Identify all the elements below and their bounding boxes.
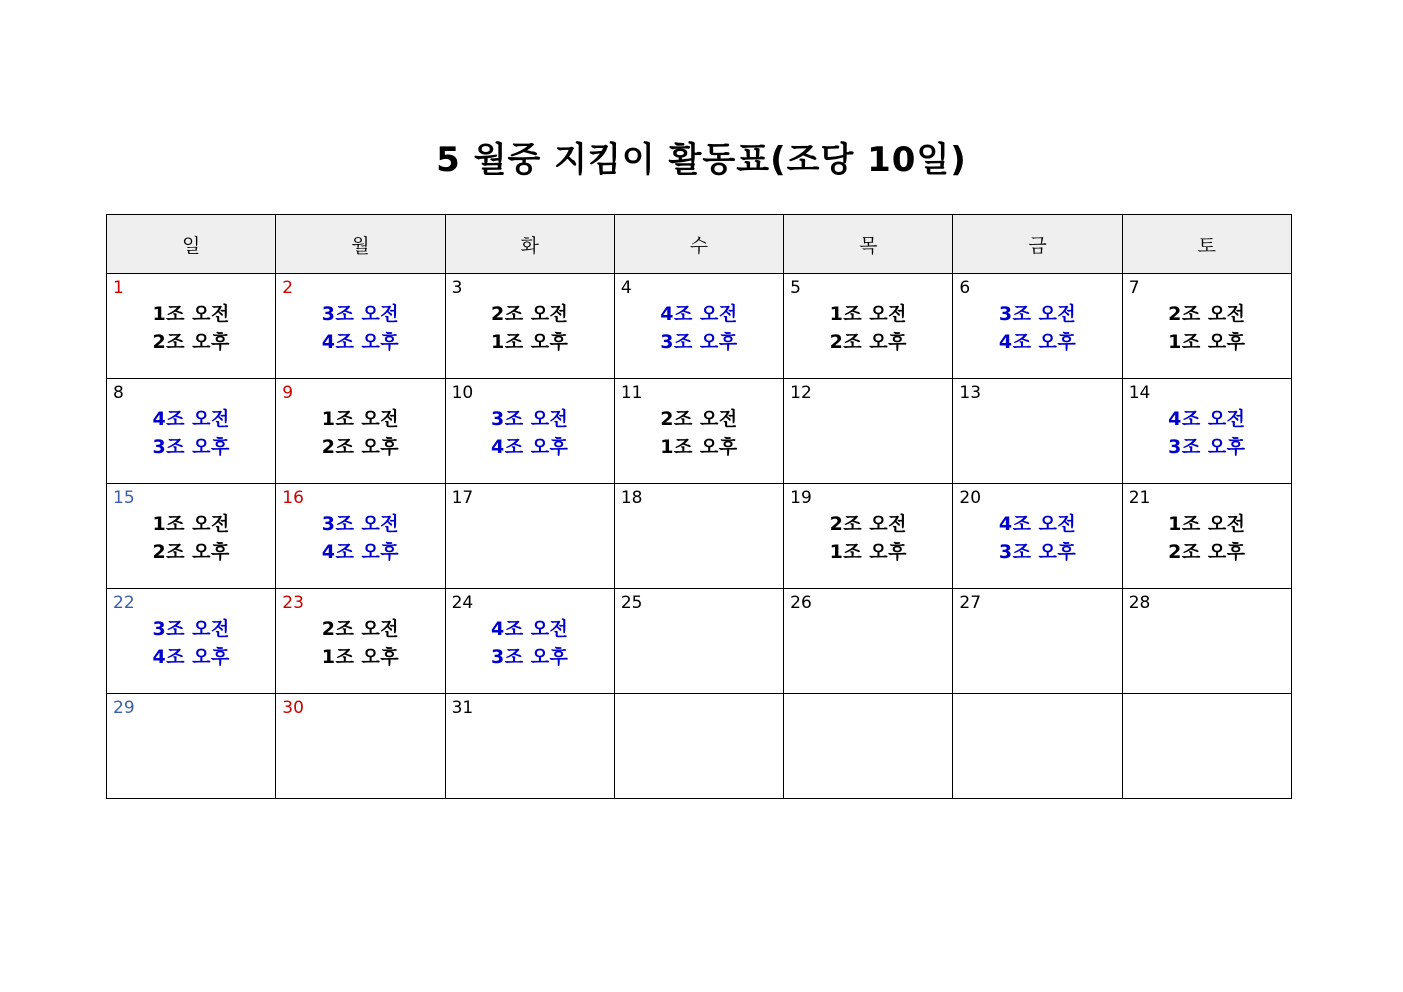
- calendar-day-cell[interactable]: [276, 694, 445, 799]
- weekday-header-sat: 토: [1122, 215, 1291, 274]
- shift-entry: 3조 오후: [1168, 436, 1246, 458]
- day-number: 6: [959, 278, 971, 298]
- day-number: 14: [1128, 383, 1151, 403]
- calendar-day-cell[interactable]: [1122, 274, 1291, 379]
- day-shift-list: [615, 508, 783, 566]
- shift-entry: 1조 오전: [1168, 513, 1246, 535]
- shift-entry: 3조 오전: [152, 618, 230, 640]
- day-shift-list: [276, 298, 444, 356]
- shift-entry: 3조 오후: [491, 646, 569, 668]
- calendar-week-row: [107, 379, 1292, 484]
- shift-entry: 4조 오후: [152, 646, 230, 668]
- shift-entry: 4조 오전: [1168, 408, 1246, 430]
- day-number: 20: [959, 488, 982, 508]
- calendar-day-cell[interactable]: [276, 484, 445, 589]
- weekday-header-sun: 일: [107, 215, 276, 274]
- shift-entry: 3조 오전: [998, 303, 1077, 325]
- calendar-day-cell[interactable]: [953, 589, 1122, 694]
- calendar-day-cell[interactable]: [445, 484, 614, 589]
- shift-entry: 1조 오후: [491, 331, 569, 353]
- day-shift-list: [784, 508, 952, 566]
- day-shift-list: [1123, 613, 1291, 671]
- calendar-day-cell[interactable]: [953, 274, 1122, 379]
- calendar-week-row: [107, 274, 1292, 379]
- day-number: 10: [451, 383, 474, 403]
- shift-entry: 1조 오전: [321, 408, 400, 430]
- day-number: 16: [282, 488, 304, 508]
- day-number: 17: [451, 488, 474, 508]
- calendar-day-cell[interactable]: [614, 484, 783, 589]
- day-shift-list: [1123, 508, 1291, 566]
- day-number: 24: [451, 593, 474, 613]
- shift-entry: 1조 오후: [829, 541, 907, 563]
- shift-entry: 4조 오후: [321, 331, 400, 353]
- weekday-header-wed: 수: [614, 215, 783, 274]
- shift-entry: 2조 오후: [1168, 541, 1246, 563]
- shift-entry: 3조 오후: [660, 331, 738, 353]
- calendar-day-cell[interactable]: [276, 589, 445, 694]
- shift-entry: 1조 오전: [152, 303, 230, 325]
- shift-entry: 2조 오전: [829, 513, 907, 535]
- weekday-header-tue: 화: [445, 215, 614, 274]
- calendar-day-cell[interactable]: [953, 484, 1122, 589]
- day-number: 12: [790, 383, 812, 403]
- day-shift-list: [276, 403, 444, 461]
- calendar-day-cell[interactable]: [107, 379, 276, 484]
- day-shift-list: [953, 613, 1121, 671]
- activity-calendar-table: [106, 214, 1292, 799]
- day-shift-list: [107, 403, 275, 461]
- calendar-week-row: [107, 694, 1292, 799]
- shift-entry: 3조 오전: [491, 408, 569, 430]
- calendar-day-cell[interactable]: [107, 274, 276, 379]
- day-shift-list: [446, 613, 614, 671]
- day-shift-list: [276, 613, 444, 671]
- calendar-week-row: [107, 484, 1292, 589]
- shift-entry: 1조 오전: [829, 303, 907, 325]
- calendar-day-cell[interactable]: [107, 694, 276, 799]
- calendar-day-cell[interactable]: [107, 589, 276, 694]
- calendar-day-cell[interactable]: [445, 694, 614, 799]
- day-shift-list: [446, 298, 614, 356]
- day-shift-list: [276, 508, 444, 566]
- day-shift-list: [784, 613, 952, 671]
- day-shift-list: [953, 508, 1121, 566]
- shift-entry: 2조 오전: [1168, 303, 1246, 325]
- shift-entry: 4조 오후: [491, 436, 569, 458]
- day-number: 9: [282, 383, 294, 403]
- shift-entry: 3조 오후: [152, 436, 230, 458]
- calendar-day-cell[interactable]: [614, 589, 783, 694]
- day-number: 22: [113, 593, 135, 613]
- shift-entry: 4조 오전: [152, 408, 230, 430]
- day-number: 7: [1128, 278, 1140, 298]
- weekday-header-thu: 목: [784, 215, 953, 274]
- shift-entry: 2조 오후: [829, 331, 907, 353]
- shift-entry: 2조 오전: [660, 408, 738, 430]
- day-shift-list: [446, 508, 614, 566]
- calendar-day-cell[interactable]: [1122, 484, 1291, 589]
- day-shift-list: [107, 298, 275, 356]
- day-shift-list: [276, 718, 444, 776]
- calendar-day-cell[interactable]: [445, 589, 614, 694]
- shift-entry: 2조 오전: [321, 618, 400, 640]
- day-number: 23: [282, 593, 304, 613]
- shift-entry: 1조 오전: [152, 513, 230, 535]
- day-shift-list: [615, 298, 783, 356]
- calendar-day-cell[interactable]: [445, 274, 614, 379]
- calendar-header-row: [107, 215, 1292, 274]
- calendar-day-cell[interactable]: [1122, 589, 1291, 694]
- day-shift-list: [784, 298, 952, 356]
- day-number: 30: [282, 698, 304, 718]
- calendar-day-cell[interactable]: [953, 694, 1122, 799]
- calendar-week-row: [107, 589, 1292, 694]
- calendar-body: [107, 274, 1292, 799]
- calendar-day-cell[interactable]: [784, 694, 953, 799]
- day-number: 13: [959, 383, 982, 403]
- shift-entry: 2조 오후: [321, 436, 400, 458]
- shift-entry: 1조 오후: [321, 646, 400, 668]
- calendar-day-cell[interactable]: [107, 484, 276, 589]
- day-shift-list: [1123, 698, 1291, 756]
- day-number: 26: [790, 593, 812, 613]
- day-number: 1: [113, 278, 124, 298]
- day-shift-list: [953, 298, 1121, 356]
- day-shift-list: [953, 698, 1121, 756]
- day-number: 8: [113, 383, 124, 403]
- calendar-day-cell[interactable]: [953, 379, 1122, 484]
- calendar-day-cell[interactable]: [614, 694, 783, 799]
- weekday-header-fri: 금: [953, 215, 1122, 274]
- calendar-day-cell[interactable]: [276, 274, 445, 379]
- day-number: 15: [113, 488, 135, 508]
- page-title: 5 월중 지킴이 활동표(조당 10일): [436, 140, 967, 180]
- calendar-day-cell[interactable]: [784, 484, 953, 589]
- day-number: 5: [790, 278, 801, 298]
- day-number: 2: [282, 278, 294, 298]
- day-shift-list: [107, 508, 275, 566]
- calendar-day-cell[interactable]: [1122, 379, 1291, 484]
- day-shift-list: [953, 403, 1121, 461]
- day-shift-list: [1123, 298, 1291, 356]
- calendar-day-cell[interactable]: [784, 589, 953, 694]
- day-number: 29: [113, 698, 135, 718]
- calendar-day-cell[interactable]: [614, 379, 783, 484]
- day-shift-list: [107, 718, 275, 776]
- day-shift-list: [446, 403, 614, 461]
- shift-entry: 3조 오전: [321, 513, 400, 535]
- day-number: 11: [620, 383, 643, 403]
- shift-entry: 3조 오후: [998, 541, 1077, 563]
- day-number: 28: [1128, 593, 1151, 613]
- day-number: 31: [451, 698, 474, 718]
- shift-entry: 3조 오전: [321, 303, 400, 325]
- day-number: 19: [790, 488, 812, 508]
- day-shift-list: [615, 403, 783, 461]
- day-shift-list: [615, 613, 783, 671]
- calendar-day-cell[interactable]: [614, 274, 783, 379]
- shift-entry: 2조 오후: [152, 331, 230, 353]
- shift-entry: 1조 오후: [660, 436, 738, 458]
- shift-entry: 4조 오전: [660, 303, 738, 325]
- day-number: 25: [620, 593, 643, 613]
- shift-entry: 4조 오전: [998, 513, 1077, 535]
- shift-entry: 2조 오후: [152, 541, 230, 563]
- calendar-day-cell[interactable]: [1122, 694, 1291, 799]
- shift-entry: 4조 오전: [491, 618, 569, 640]
- weekday-header-mon: 월: [276, 215, 445, 274]
- day-number: 27: [959, 593, 982, 613]
- day-number: 3: [451, 278, 463, 298]
- shift-entry: 2조 오전: [491, 303, 569, 325]
- shift-entry: 4조 오후: [998, 331, 1077, 353]
- day-shift-list: [107, 613, 275, 671]
- day-shift-list: [615, 698, 783, 756]
- day-number: 18: [620, 488, 643, 508]
- day-shift-list: [1123, 403, 1291, 461]
- calendar-day-cell[interactable]: [784, 379, 953, 484]
- shift-entry: 4조 오후: [321, 541, 400, 563]
- day-shift-list: [784, 403, 952, 461]
- calendar-day-cell[interactable]: [445, 379, 614, 484]
- calendar-day-cell[interactable]: [276, 379, 445, 484]
- day-shift-list: [784, 698, 952, 756]
- shift-entry: 1조 오후: [1168, 331, 1246, 353]
- day-number: 21: [1128, 488, 1151, 508]
- day-number: 4: [620, 278, 632, 298]
- day-shift-list: [446, 718, 614, 776]
- calendar-day-cell[interactable]: [784, 274, 953, 379]
